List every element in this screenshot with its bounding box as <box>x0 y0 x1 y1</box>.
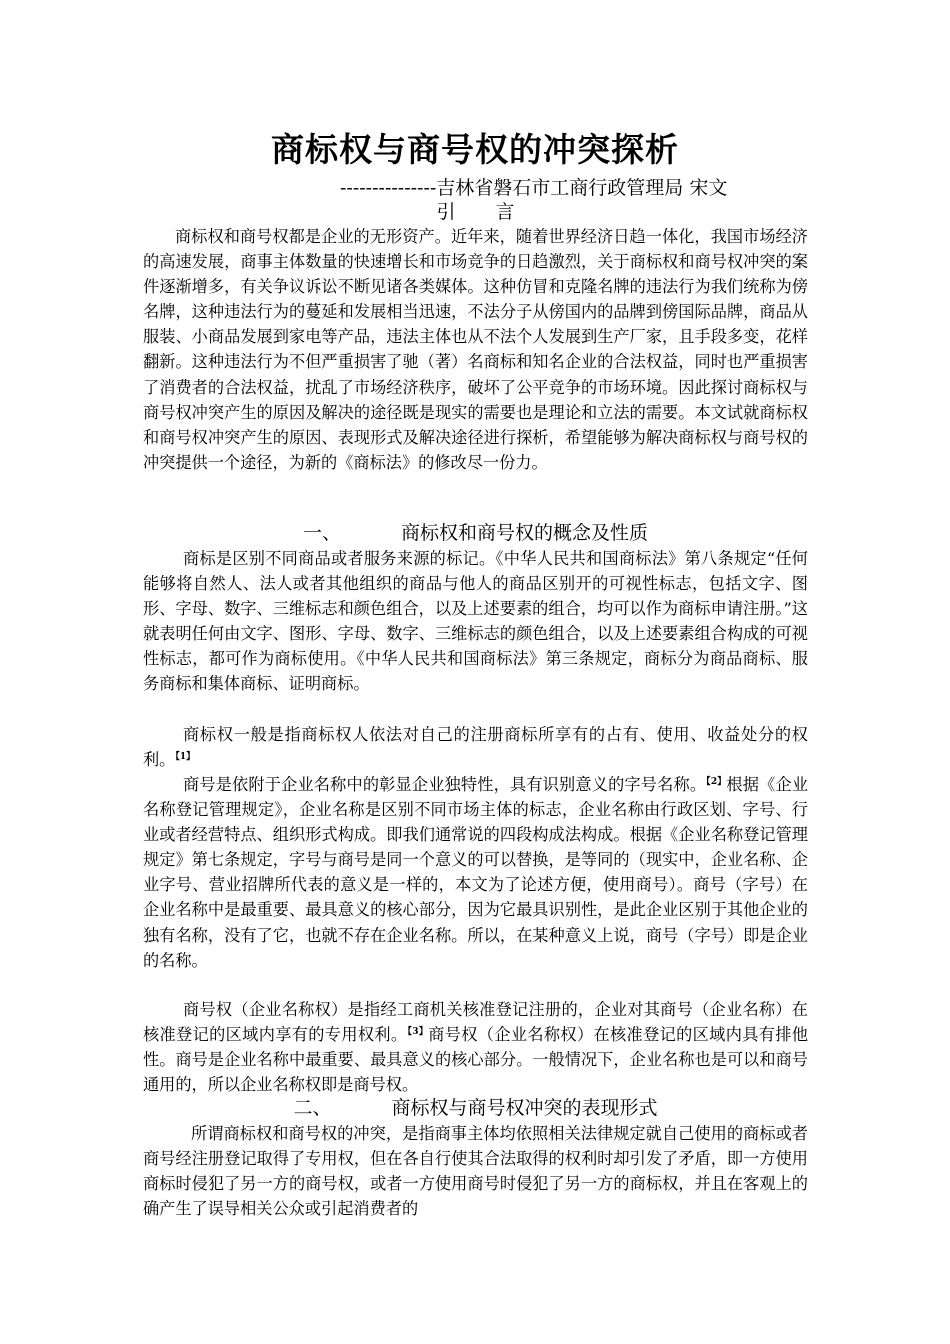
section1-paragraph-3 <box>143 772 808 973</box>
intro-heading: 引言 <box>436 201 555 223</box>
section1-paragraph-4 <box>143 997 808 1097</box>
section2-heading <box>143 1096 808 1121</box>
author-line: ---------------吉林省磐石市工商行政管理局 宋文 <box>340 177 728 199</box>
footnote-ref-2: 【2】 <box>706 777 727 787</box>
section1-paragraph-4-text-b: 商号权（企业名称权）在核准登记的区域内具有排他性。商号是企业名称中最重要、最具意义的核心部分。一般情况下，企业名称也是可以和商号通用的，所以企业名称权即是商号权。 <box>143 1025 808 1095</box>
section1-paragraph-1: 商标是区别不同商品或者服务来源的标记。《中华人民共和国商标法》第八条规定“任何能够将自然人、法人或者其他组织的商品与他人的商品区别开的可视性标志，包括文字、图形、字母、数字、三维标志和颜色组合，以及上述要素的组合，均可以作为商标申请注册。”这就表明任何由文字、图形、字母、数字、三维标志的颜色组合，以及上述要素组合构成的可视性标志，都可作为商标使用。《中华人民共和国商标法》第三条规定，商标分为商品商标、服务商标和集体商标、证明商标。 <box>143 549 808 694</box>
footnote-ref-1: 【1】 <box>175 752 196 763</box>
section1-paragraph-3-text-a: 商号是依附于企业名称中的彰显企业独特性，具有识别意义的字号名称。 <box>183 775 707 794</box>
section2-title: 商标权与商号权冲突的表现形式 <box>391 1097 658 1119</box>
section1-heading <box>143 521 808 546</box>
section2-paragraph-1: 所谓商标权和商号权的冲突，是指商事主体均依照相关法律规定就自己使用的商标或者商号经注册登记取得了专用权，但在各自行使其合法取得的权利时却引发了矛盾，即一方使用商标时侵犯了另一方的商号权，或者一方使用商号时侵犯了另一方的商标权，并且在客观上的确产生了误导相关公众或引起消费者的 <box>143 1124 808 1219</box>
section1-paragraph-4-text-a: 商号权（企业名称权）是指经工商机关核准登记注册的，企业对其商号（企业名称）在核准登记的区域内享有的专用权利。 <box>143 1000 808 1045</box>
section1-title: 商标权和商号权的概念及性质 <box>400 522 648 544</box>
section1-paragraph-3-text-b: 根据《企业名称登记管理规定》，企业名称是区别不同市场主体的标志，企业名称由行政区划、字号、行业或者经营特点、组织形式构成。即我们通常说的四段构成法构成。根据《企业名称登记管理规定》第七条规定，字号与商号是同一个意义的可以替换，是等同的（现实中，企业名称、企业字号、营业招牌所代表的意义是一样的，本文为了论述方便，使用商号）。商号（字号）在企业名称中是最重要、最具意义的核心部分，因为它最具识别性，是此企业区别于其他企业的独有名称，没有了它，也就不存在企业名称。所以，在某种意义上说，商号（字号）即是企业的名称。 <box>143 775 809 970</box>
intro-paragraph: 商标权和商号权都是企业的无形资产。近年来，随着世界经济日趋一体化，我国市场经济的高速发展，商事主体数量的快速增长和市场竞争的日趋激烈，关于商标权和商号权冲突的案件逐渐增多，有关争议诉讼不断见诸各类媒体。这种仿冒和克隆名牌的违法行为我们统称为傍名牌，这种违法行为的蔓延和发展相当迅速，不法分子从傍国内的品牌到傍国际品牌，商品从服装、小商品发展到家电等产品，违法主体也从不法个人发展到生产厂家，且手段多变，花样翻新。这种违法行为不但严重损害了驰（著）名商标和知名企业的合法权益，同时也严重损害了消费者的合法权益，扰乱了市场经济秩序，破坏了公平竞争的市场环境。因此探讨商标权与商号权冲突产生的原因及解决的途径既是现实的需要也是理论和立法的需要。本文试就商标权和商号权冲突产生的原因、表现形式及解决途径进行探析，希望能够为解决商标权与商号权的冲突提供一个途径，为新的《商标法》的修改尽一份力。 <box>143 227 808 472</box>
section1-number: 一、 <box>302 522 341 544</box>
section2-number: 二、 <box>293 1097 332 1119</box>
document-title: 商标权与商号权的冲突探析 <box>271 130 679 169</box>
section1-paragraph-2-text: 商标权一般是指商标权人依法对自己的注册商标所享有的占有、使用、收益处分的权利。 <box>143 725 808 770</box>
section1-paragraph-2 <box>143 722 808 772</box>
footnote-ref-3: 【3】 <box>407 1027 429 1038</box>
